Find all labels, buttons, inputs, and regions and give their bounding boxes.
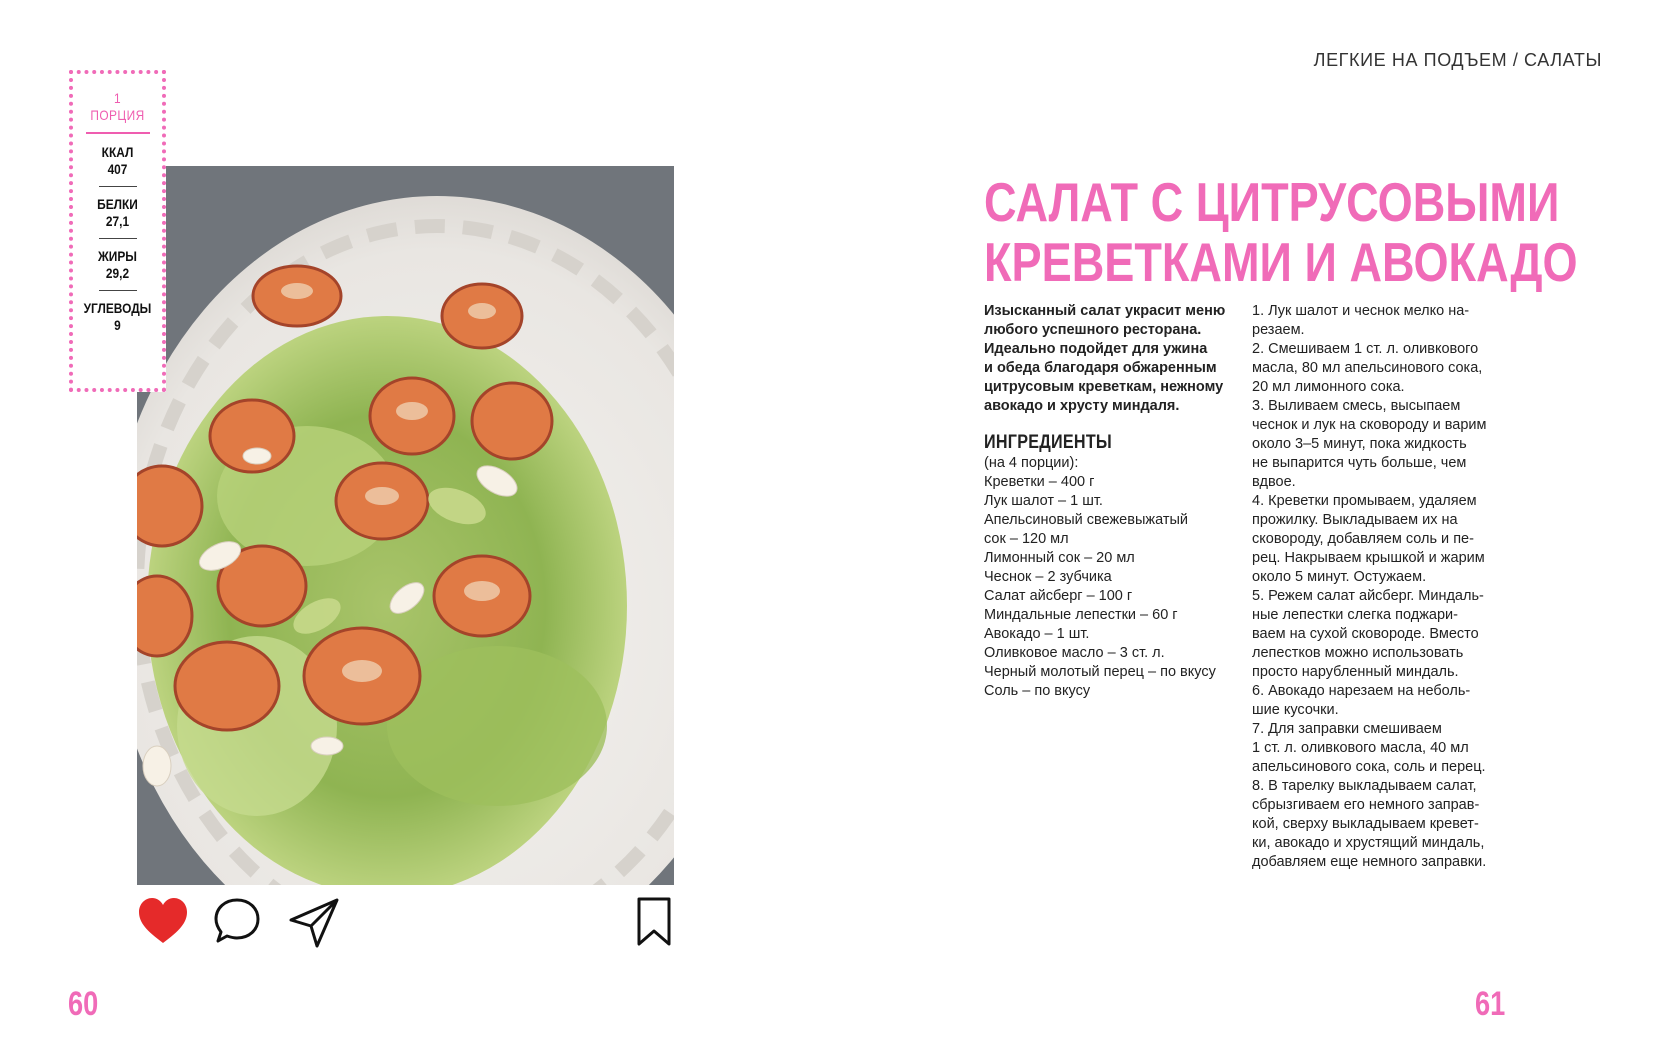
heart-icon: [137, 896, 189, 946]
steps-column: [1252, 302, 1522, 872]
ingredient-line: Лук шалот – 1 шт.: [984, 493, 1103, 509]
nutrition-box: [69, 70, 166, 392]
step-line: около 5 минут. Остужаем.: [1252, 569, 1427, 585]
kcal-label: ККАЛ: [101, 144, 134, 160]
step-line: 3. Выливаем смесь, высыпаем: [1252, 398, 1461, 414]
step-line: прожилку. Выкладываем их на: [1252, 512, 1458, 528]
portion-count: 1: [113, 90, 122, 106]
fat-label: ЖИРЫ: [98, 248, 137, 264]
step-line: вдвое.: [1252, 474, 1296, 490]
fat-value: 29,2: [105, 265, 130, 281]
recipe-title: [984, 171, 1578, 293]
step-line: 20 мл лимонного сока.: [1252, 379, 1405, 395]
portion-label: [80, 90, 156, 124]
ingredient-line: Креветки – 400 г: [984, 474, 1095, 490]
step-line: просто нарубленный миндаль.: [1252, 664, 1459, 680]
nutrition-kcal: [80, 144, 156, 178]
nutrition-fat: [80, 248, 156, 282]
page-number-left: 60: [68, 985, 99, 1023]
nutrition-separator: [99, 238, 137, 239]
step-line: рец. Накрываем крышкой и жарим: [1252, 550, 1485, 566]
ingredient-line: Оливковое масло – 3 ст. л.: [984, 645, 1165, 661]
nutrition-divider: [86, 132, 150, 134]
step-line: лепестков можно использовать: [1252, 645, 1464, 661]
steps-list: [1252, 302, 1522, 872]
ingredients-heading: ИНГРЕДИЕНТЫ: [984, 432, 1113, 453]
ingredients-list: [984, 454, 1229, 701]
step-line: сковороду, добавляем соль и пе-: [1252, 531, 1474, 547]
salad-illustration: [137, 166, 674, 885]
step-line: не выпарится чуть больше, чем: [1252, 455, 1467, 471]
step-line: ваем на сухой сковороде. Вместо: [1252, 626, 1479, 642]
step-line: шие кусочки.: [1252, 702, 1339, 718]
ingredient-line: (на 4 порции):: [984, 455, 1079, 471]
carbs-label: УГЛЕВОДЫ: [83, 300, 152, 316]
ingredient-line: Лимонный сок – 20 мл: [984, 550, 1135, 566]
nutrition-separator: [99, 186, 137, 187]
step-line: ные лепестки слегка поджари-: [1252, 607, 1458, 623]
ingredient-line: Авокадо – 1 шт.: [984, 626, 1090, 642]
portion-word: ПОРЦИЯ: [90, 107, 145, 123]
ingredient-line: Соль – по вкусу: [984, 683, 1091, 699]
step-line: кой, сверху выкладываем кревет-: [1252, 816, 1479, 832]
step-line: масла, 80 мл апельсинового сока,: [1252, 360, 1483, 376]
share-button[interactable]: [287, 896, 341, 955]
ingredient-line: Апельсиновый свежевыжатый: [984, 512, 1188, 528]
ingredient-line: Салат айсберг – 100 г: [984, 588, 1133, 604]
right-page: [832, 0, 1665, 1048]
recipe-title-line: КРЕВЕТКАМИ И АВОКАДО: [984, 231, 1578, 293]
recipe-intro: Изысканный салат украсит меню любого успешного ресторана. Идеально подойдет для ужина и обеда благодаря обжаренным цитрусовым креветкам, нежному авокадо и хрусту миндаля.: [984, 303, 1226, 414]
kcal-value: 407: [107, 161, 128, 177]
step-line: чеснок и лук на сковороду и варим: [1252, 417, 1487, 433]
step-line: 7. Для заправки смешиваем: [1252, 721, 1442, 737]
step-line: около 3–5 минут, пока жидкость: [1252, 436, 1467, 452]
ingredient-line: Чеснок – 2 зубчика: [984, 569, 1112, 585]
step-line: 2. Смешиваем 1 ст. л. оливкового: [1252, 341, 1479, 357]
post-action-bar: [137, 896, 674, 950]
step-line: резаем.: [1252, 322, 1305, 338]
bookmark-button[interactable]: [634, 896, 674, 953]
recipe-title-line: САЛАТ С ЦИТРУСОВЫМИ: [984, 171, 1560, 233]
intro-and-ingredients: [984, 302, 1229, 701]
comment-icon: [213, 896, 263, 946]
protein-value: 27,1: [105, 213, 130, 229]
bookmark-icon: [634, 896, 674, 948]
protein-label: БЕЛКИ: [97, 196, 138, 212]
step-line: 1 ст. л. оливкового масла, 40 мл: [1252, 740, 1469, 756]
send-icon: [287, 896, 341, 950]
step-line: 8. В тарелку выкладываем салат,: [1252, 778, 1477, 794]
step-line: 6. Авокадо нарезаем на неболь-: [1252, 683, 1471, 699]
section-breadcrumb: ЛЕГКИЕ НА ПОДЪЕМ / САЛАТЫ: [1313, 50, 1602, 70]
step-line: 5. Режем салат айсберг. Миндаль-: [1252, 588, 1484, 604]
ingredient-line: Черный молотый перец – по вкусу: [984, 664, 1216, 680]
ingredient-line: сок – 120 мл: [984, 531, 1069, 547]
step-line: сбрызгиваем его немного заправ-: [1252, 797, 1480, 813]
nutrition-carbs: [80, 300, 156, 334]
comment-button[interactable]: [213, 896, 263, 951]
step-line: 4. Креветки промываем, удаляем: [1252, 493, 1477, 509]
step-line: 1. Лук шалот и чеснок мелко на-: [1252, 303, 1470, 319]
carbs-value: 9: [114, 317, 121, 333]
salad-photo: [137, 166, 674, 885]
step-line: добавляем еще немного заправки.: [1252, 854, 1487, 870]
ingredient-line: Миндальные лепестки – 60 г: [984, 607, 1178, 623]
page-number-right: 61: [1475, 985, 1506, 1023]
step-line: ки, авокадо и хрустящий миндаль,: [1252, 835, 1485, 851]
like-button[interactable]: [137, 896, 189, 951]
nutrition-protein: [80, 196, 156, 230]
step-line: апельсинового сока, соль и перец.: [1252, 759, 1486, 775]
nutrition-separator: [99, 290, 137, 291]
left-page: [0, 0, 832, 1048]
